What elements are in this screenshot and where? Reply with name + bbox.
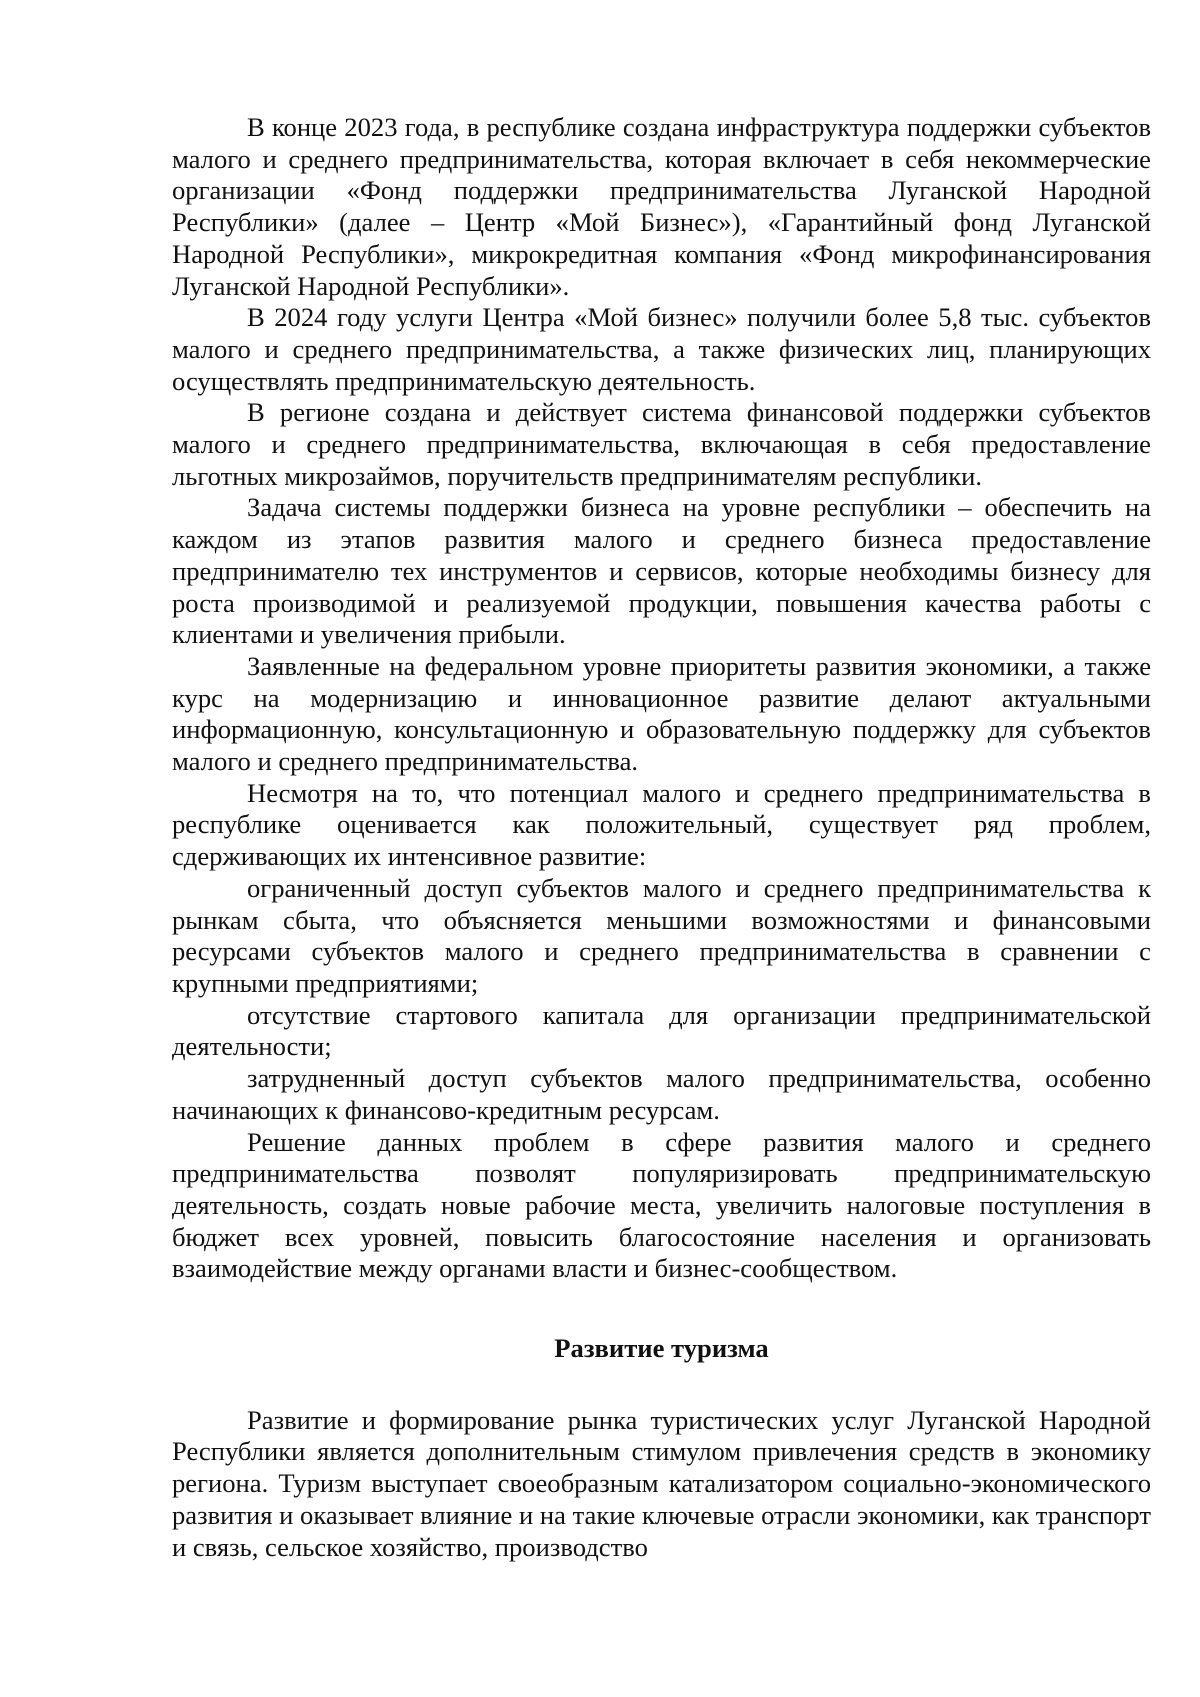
- problem-item-credit-access: затрудненный доступ субъектов малого предпринимательства, особенно начинающих к финансово-кредитным ресурсам.: [172, 1063, 1151, 1125]
- problem-item-market-access: ограниченный доступ субъектов малого и среднего предпринимательства к рынкам сбыта, что объясняется меньшими возможностями и финансовыми ресурсами субъектов малого и среднего предпринимательства в сравнении с крупными предприятиями;: [172, 872, 1151, 998]
- paragraph-financial-support: В регионе создана и действует система финансовой поддержки субъектов малого и среднего предпринимательства, включающая в себя предоставление льготных микрозаймов, поручительств предпринимателям республики.: [172, 397, 1151, 491]
- paragraph-tourism-development: Развитие и формирование рынка туристических услуг Луганской Народной Республики является дополнительным стимулом привлечения средств в экономику региона. Туризм выступает своеобразным катализатором социально-экономического развития и оказывает влияние и на такие ключевые отрасли экономики, как транспорт и связь, сельское хозяйство, производство: [172, 1404, 1151, 1562]
- paragraph-support-task: Задача системы поддержки бизнеса на уровне республики – обеспечить на каждом из этапов развития малого и среднего бизнеса предоставление предпринимателю тех инструментов и сервисов, которые необходимы бизнесу для роста производимой и реализуемой продукции, повышения качества работы с клиентами и увеличения прибыли.: [172, 492, 1151, 650]
- paragraph-federal-priorities: Заявленные на федеральном уровне приоритеты развития экономики, а также курс на модернизацию и инновационное развитие делают актуальными информационную, консультационную и образовательную поддержку для субъектов малого и среднего предпринимательства.: [172, 650, 1151, 777]
- paragraph-infrastructure: В конце 2023 года, в республике создана инфраструктура поддержки субъектов малого и среднего предпринимательства, которая включает в себя некоммерческие организации «Фонд поддержки предпринимательства Луганской Народной Республики» (далее – Центр «Мой Бизнес»), «Гарантийный фонд Луганской Народной Республики», микрокредитная компания «Фонд микрофинансирования Луганской Народной Республики».: [172, 112, 1151, 301]
- paragraph-moy-biznes-2024: В 2024 году услуги Центра «Мой бизнес» получили более 5,8 тыс. субъектов малого и среднего предпринимательства, а также физических лиц, планирующих осуществлять предпринимательскую деятельность.: [172, 302, 1151, 396]
- section-heading-tourism: Развитие туризма: [554, 1333, 769, 1364]
- document-page: [172, 112, 1151, 1563]
- paragraph-problems-intro: Несмотря на то, что потенциал малого и среднего предпринимательства в республике оценивается как положительный, существует ряд проблем, сдерживающих их интенсивное развитие:: [172, 777, 1151, 872]
- problem-item-startup-capital: отсутствие стартового капитала для организации предпринимательской деятельности;: [172, 999, 1151, 1062]
- paragraph-solutions: Решение данных проблем в сфере развития малого и среднего предпринимательства позволят популяризировать предпринимательскую деятельность, создать новые рабочие места, увеличить налоговые поступления в бюджет всех уровней, повысить благосостояние населения и организовать взаимодействие между органами власти и бизнес-сообществом.: [172, 1126, 1151, 1284]
